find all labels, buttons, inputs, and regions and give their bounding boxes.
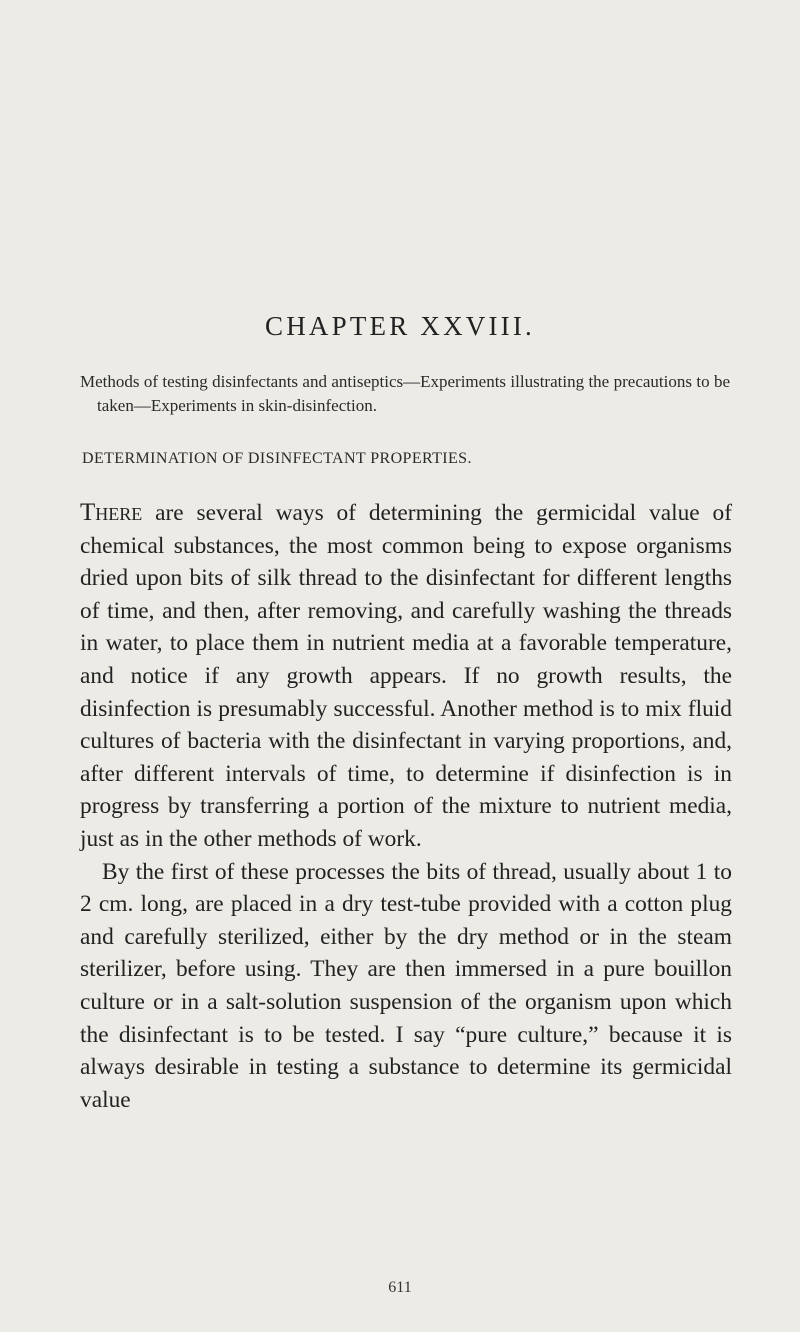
paragraph-1-text: are several ways of determining the germicidal value of chemical substances, the most common being to expose organisms dried upon bits of silk thread to the disinfectant for different lengths of time, and then, after removing, and carefully washing the threads in water, to place them in nutrient media at a favorable temperature, and notice if any growth appears. If no growth results, the disinfection is presumably successful. Another method is to mix fluid cultures of bacteria with the disinfectant in varying proportions, and, after different intervals of time, to determine if disinfection is in progress by transferring a portion of the mixture to nutrient media, just as in the other methods of work. — [80, 500, 732, 852]
paragraph-2: By the first of these processes the bits of thread, usually about 1 to 2 cm. long, are placed in a dry test-tube provided with a cotton plug and carefully sterilized, either by the dry method or in the steam sterilizer, before using. They are then immersed in a pure bouillon culture or in a salt-solution suspension of the organism upon which the disinfectant is to be tested. I say “pure culture,” because it is always desirable in testing a substance to determine its germicidal value — [80, 858, 732, 1113]
chapter-title: CHAPTER XXVIII. — [265, 311, 535, 341]
body-text — [80, 497, 732, 1116]
paragraph-lead-word: There — [80, 499, 143, 526]
paragraph-1 — [80, 497, 732, 856]
section-heading: DETERMINATION OF DISINFECTANT PROPERTIES. — [82, 450, 472, 467]
page-number: 611 — [388, 1279, 412, 1296]
chapter-summary: Methods of testing disinfectants and antiseptics—Experiments illustrating the precautions to be taken—Experiments in skin-disinfection. — [80, 372, 730, 415]
